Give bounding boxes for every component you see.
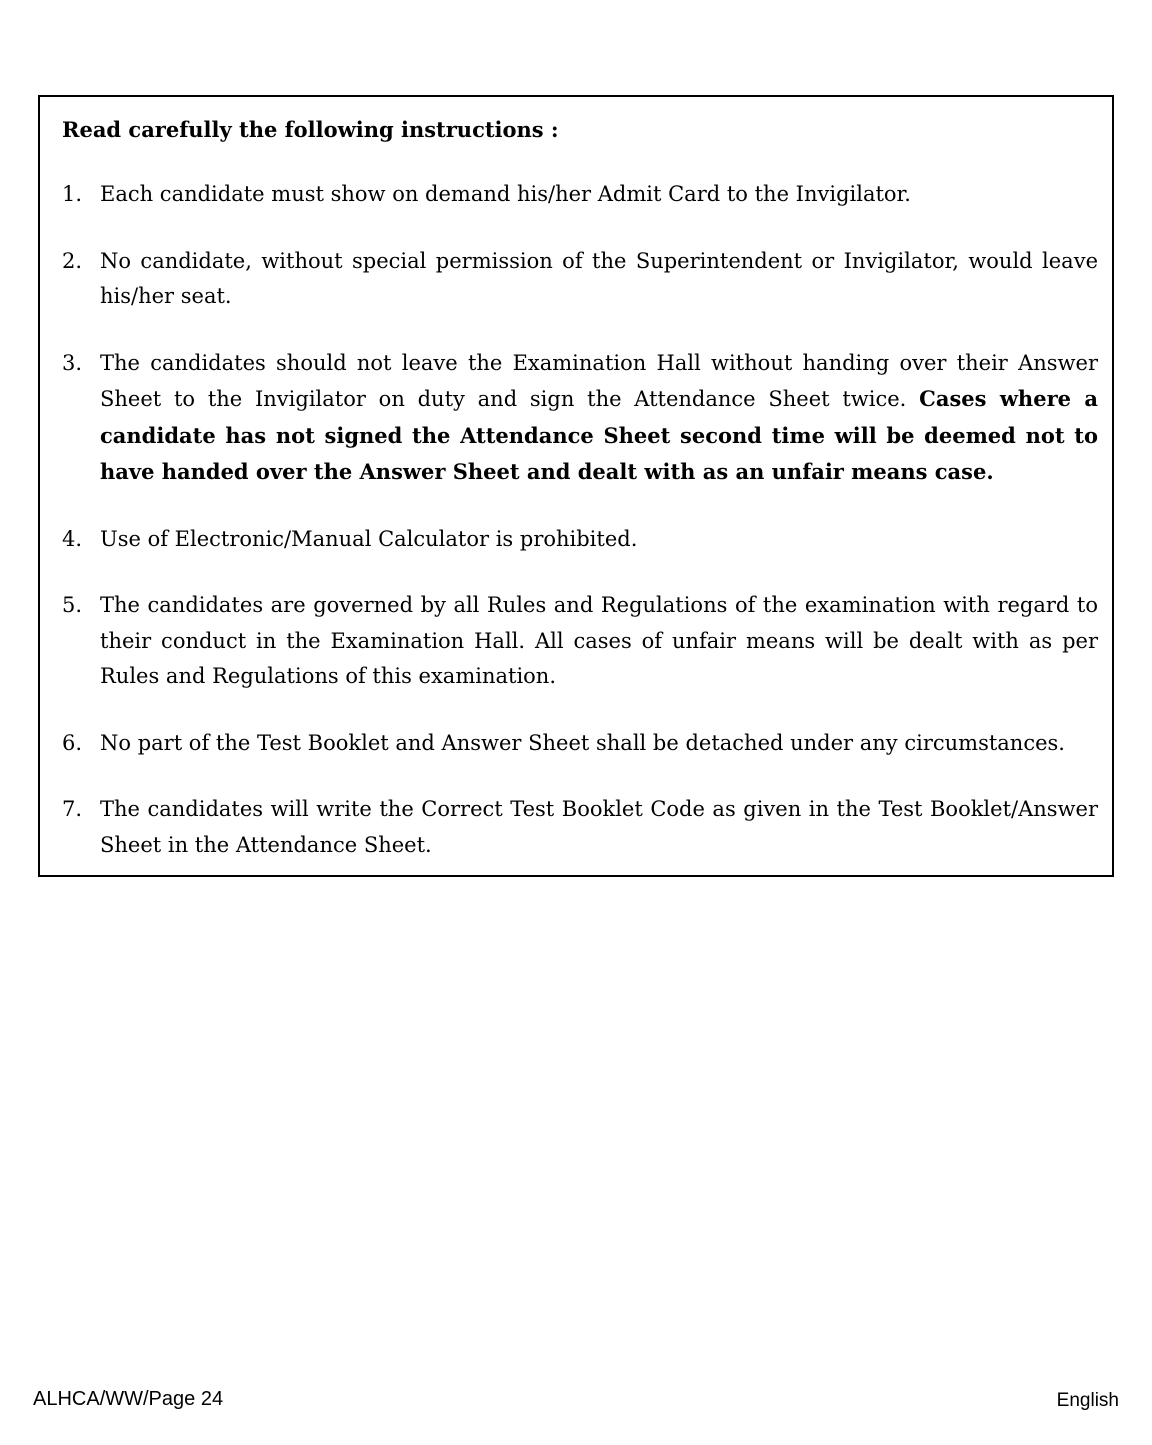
instruction-text: Each candidate must show on demand his/her Admit Card to the Invigilator. [100, 182, 911, 206]
instruction-number: 7. [62, 797, 83, 821]
instruction-item-5 [62, 588, 1098, 695]
instruction-text-group [100, 346, 1098, 491]
instruction-text: The candidates should not leave the Examination Hall without handing over their Answer Sheet to the Invigilator on duty and sign the Attendance Sheet twice. [100, 350, 1098, 411]
instruction-number: 2. [62, 248, 83, 273]
instruction-item-2 [62, 244, 1098, 315]
instruction-number: 3. [62, 350, 83, 375]
instruction-number: 6. [62, 730, 83, 755]
instruction-number: 5. [62, 593, 83, 617]
instructions-box [38, 95, 1114, 877]
instruction-text: The candidates will write the Correct Test Booklet Code as given in the Test Booklet/Answer Sheet in the Attendance Sheet. [100, 797, 1098, 857]
instruction-text: No part of the Test Booklet and Answer Sheet shall be detached under any circumstances. [100, 730, 1065, 755]
instructions-list [62, 177, 1098, 863]
instruction-warning-text: Cases where a candidate has not signed the Attendance Sheet second time will be deemed not to have handed over the Answer Sheet and dealt with as an unfair means case. [100, 386, 1098, 484]
instruction-text: Use of Electronic/Manual Calculator is prohibited. [100, 526, 638, 551]
instruction-item-3 [62, 346, 1098, 491]
instructions-heading: Read carefully the following instructions : [62, 117, 559, 142]
instruction-number: 1. [62, 182, 83, 206]
instruction-text: No candidate, without special permission of the Superintendent or Invigilator, would leave his/her seat. [100, 248, 1098, 308]
footer-language: English [1056, 1390, 1119, 1411]
instruction-number: 4. [62, 526, 83, 551]
instruction-item-6 [62, 726, 1098, 762]
footer-page-code: ALHCA/WW/Page 24 [33, 1388, 224, 1410]
instruction-item-1 [62, 177, 1098, 213]
instruction-text: The candidates are governed by all Rules and Regulations of the examination with regard to their conduct in the Examination Hall. All cases of unfair means will be dealt with as per Rules and Regulations of this examination. [100, 593, 1098, 688]
instruction-item-7 [62, 792, 1098, 863]
instruction-item-4 [62, 522, 1098, 558]
